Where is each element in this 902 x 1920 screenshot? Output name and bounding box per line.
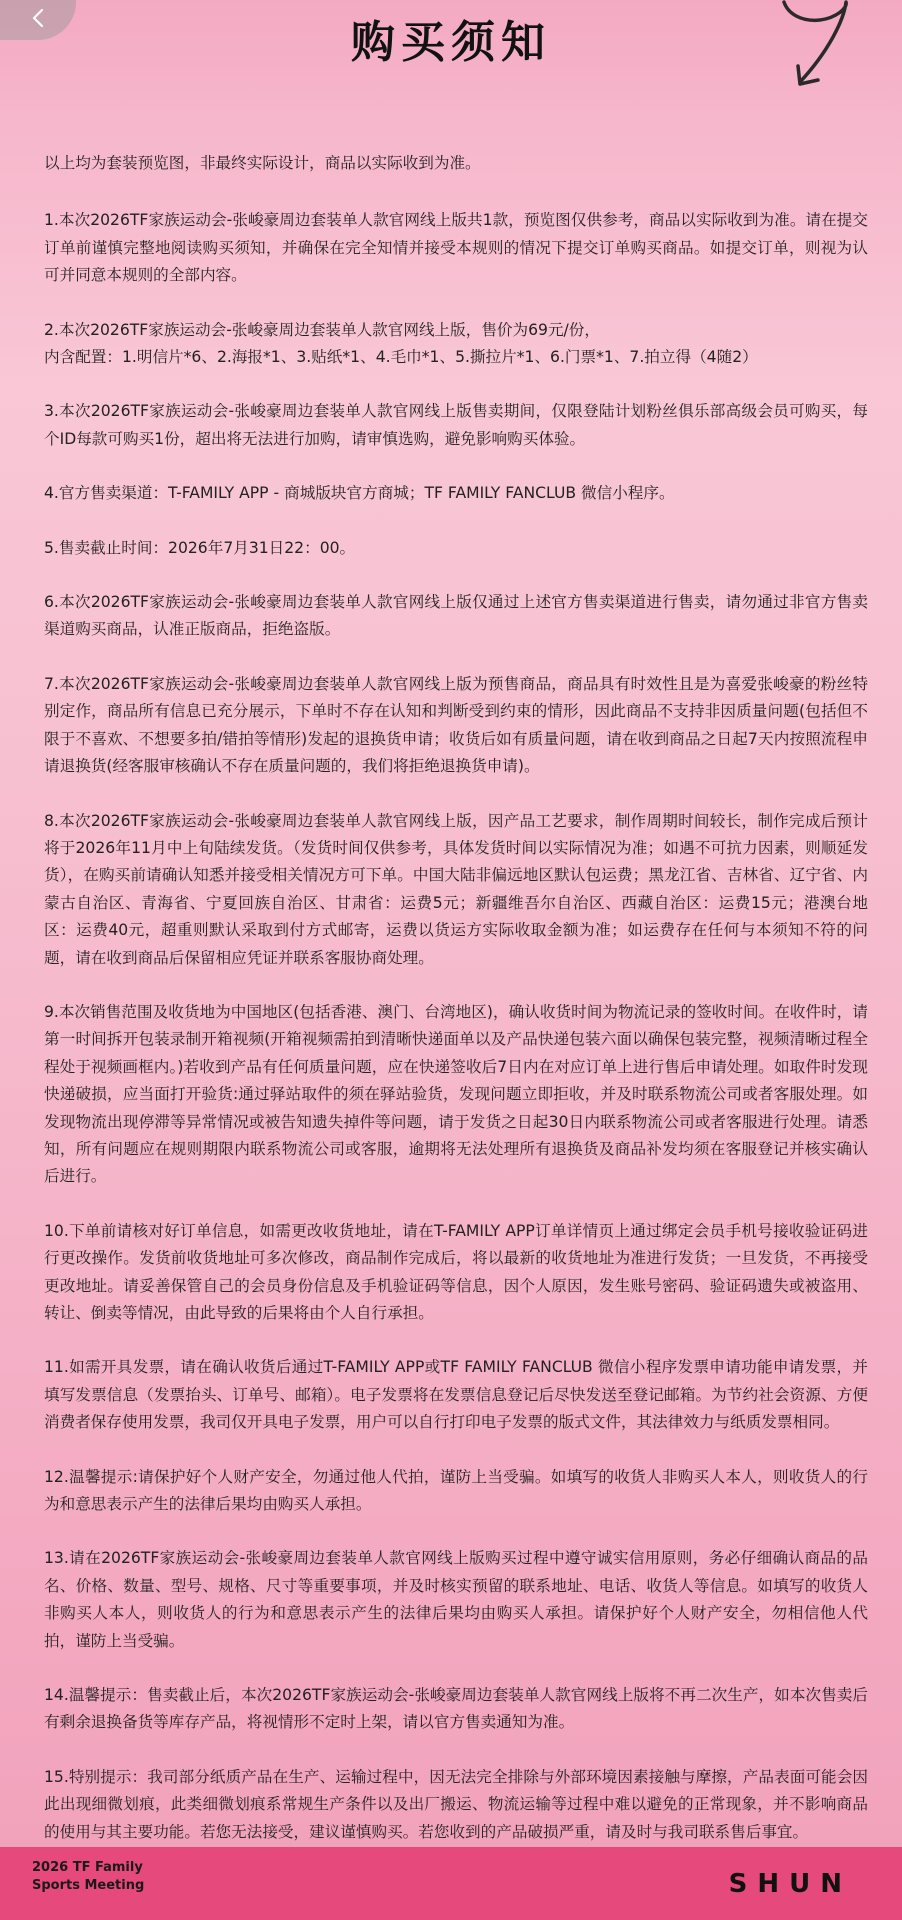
notice-item: 15.特别提示：我司部分纸质产品在生产、运输过程中，因无法完全排除与外部环境因素接触与摩擦，产品表面可能会因此出现细微划痕，此类细微划痕系常规生产条件以及出厂搬运、物流运输等过程中难以避免的正常现象，并不影响商品的使用与其主要功能。若您无法接受，建议谨慎购买。若您收到的产品破损严重，请及时与我司联系售后事宜。	[44, 1767, 868, 1841]
notice-item: 1.本次2026TF家族运动会-张峻豪周边套装单人款官网线上版共1款，预览图仅供参考，商品以实际收到为准。请在提交订单前谨慎完整地阅读购买须知，并确保在完全知情并接受本规则的情况下提交订单购买商品。如提交订单，则视为认可并同意本规则的全部内容。	[44, 211, 868, 285]
notice-item: 2.本次2026TF家族运动会-张峻豪周边套装单人款官网线上版，售价为69元/份， 内含配置：1.明信片*6、2.海报*1、3.贴纸*1、4.毛巾*1、5.撕拉片*1、6.门票*1、7.拍立得（4随2）	[44, 320, 758, 367]
notice-item: 10.下单前请核对好订单信息，如需更改收货地址，请在T-FAMILY APP订单详情页上通过绑定会员手机号接收验证码进行更改操作。发货前收货地址可多次修改，商品制作完成后，将以最新的收货地址为准进行发货；一旦发货，不再接受更改地址。请妥善保管自己的会员身份信息及手机验证码等信息，因个人原因，发生账号密码、验证码遗失或被盗用、转让、倒卖等情况，由此导致的后果将由个人自行承担。	[44, 1221, 868, 1322]
handwritten-annotation-icon	[762, 0, 872, 100]
notice-item: 6.本次2026TF家族运动会-张峻豪周边套装单人款官网线上版仅通过上述官方售卖渠道进行售卖，请勿通过非官方售卖渠道购买商品，认准正版商品，拒绝盗版。	[44, 593, 868, 639]
page-title: 购买须知	[351, 17, 551, 68]
notice-item: 7.本次2026TF家族运动会-张峻豪周边套装单人款官网线上版为预售商品，商品具有时效性且是为喜爱张峻豪的粉丝特别定作，商品所有信息已充分展示，下单时不存在认知和判断受到约束的情形，因此商品不支持非因质量问题(包括但不限于不喜欢、不想要多拍/错拍等情形)发起的退换货申请；收货后如有质量问题，请在收到商品之日起7天内按照流程申请退换货(经客服审核确认不存在质量问题的，我们将拒绝退换货申请)。	[44, 674, 868, 776]
notice-item: 11.如需开具发票，请在确认收货后通过T-FAMILY APP或TF FAMILY FANCLUB 微信小程序发票申请功能申请发票，并填写发票信息（发票抬头、订单号、邮箱）。电子发票将在发票信息登记后尽快发送至登记邮箱。为节约社会资源、方便消费者保存使用发票，我司仅开具电子发票，用户可以自行打印电子发票的版式文件，其法律效力与纸质发票相同。	[44, 1358, 868, 1432]
notice-item: 3.本次2026TF家族运动会-张峻豪周边套装单人款官网线上版售卖期间，仅限登陆计划粉丝俱乐部高级会员可购买，每个ID每款可购买1份，超出将无法进行加购，请审慎选购，避免影响购买体验。	[44, 402, 868, 448]
footer-bar	[0, 1847, 902, 1920]
notice-item: 9.本次销售范围及收货地为中国地区(包括香港、澳门、台湾地区)，确认收货时间为物流记录的签收时间。在收件时，请第一时间拆开包装录制开箱视频(开箱视频需拍到清晰快递面单以及产品快递包装六面以确保包装完整，视频清晰过程全程处于视频画框内。)若收到产品有任何质量问题，应在快递签收后7日内在对应订单上进行售后申请处理。如取件时发现快递破损，应当面打开验货:通过驿站取件的须在驿站验货，发现问题立即拒收，并及时联系物流公司或者客服处理。如发现物流出现停滞等异常情况或被告知遗失掉件等问题，请于发货之日起30日内联系物流公司或者客服进行处理。请悉知，所有问题应在规则期限内联系物流公司或客服，逾期将无法处理所有退换货及商品补发均须在客服登记并核实确认后进行。	[44, 1002, 868, 1186]
notice-item: 8.本次2026TF家族运动会-张峻豪周边套装单人款官网线上版，因产品工艺要求，制作周期时间较长，制作完成后预计将于2026年11月中上旬陆续发货。（发货时间仅供参考，具体发货时间以实际情况为准；如遇不可抗力因素，则顺延发货），在购买前请确认知悉并接受相关情况方可下单。中国大陆非偏远地区默认包运费；黑龙江省、吉林省、辽宁省、内蒙古自治区、青海省、宁夏回族自治区、甘肃省：运费5元；新疆维吾尔自治区、西藏自治区：运费15元；港澳台地区：运费40元，超重则默认采取到付方式邮寄，运费以货运方实际收取金额为准；如运费存在任何与本须知不符的问题，请在收到商品后保留相应凭证并联系客服协商处理。	[44, 811, 868, 967]
notice-item: 5.售卖截止时间：2026年7月31日22：00。	[44, 538, 356, 557]
event-name: 2026 TF Family Sports Meeting	[32, 1860, 145, 1893]
notice-items	[44, 207, 868, 1846]
notice-body	[44, 150, 868, 1873]
brand-logo: SHUN	[728, 1869, 852, 1899]
notice-item: 14.温馨提示：售卖截止后，本次2026TF家族运动会-张峻豪周边套装单人款官网线上版将不再二次生产，如本次售卖后有剩余退换备货等库存产品，将视情形不定时上架，请以官方售卖通知为准。	[44, 1686, 868, 1732]
notice-item: 13.请在2026TF家族运动会-张峻豪周边套装单人款官网线上版购买过程中遵守诚实信用原则，务必仔细确认商品的品名、价格、数量、型号、规格、尺寸等重要事项，并及时核实预留的联系地址、电话、收货人等信息。如填写的收货人非购买人本人，则收货人的行为和意思表示产生的法律后果均由购买人承担。请保护好个人财产安全，勿相信他人代拍，谨防上当受骗。	[44, 1549, 868, 1650]
notice-intro: 以上均为套装预览图，非最终实际设计，商品以实际收到为准。	[44, 154, 481, 172]
notice-item: 4.官方售卖渠道：T-FAMILY APP - 商城版块官方商城；TF FAMILY FANCLUB 微信小程序。	[44, 484, 675, 503]
notice-item: 12.温馨提示:请保护好个人财产安全，勿通过他人代拍，谨防上当受骗。如填写的收货人非购买人本人，则收货人的行为和意思表示产生的法律后果均由购买人承担。	[44, 1467, 868, 1514]
